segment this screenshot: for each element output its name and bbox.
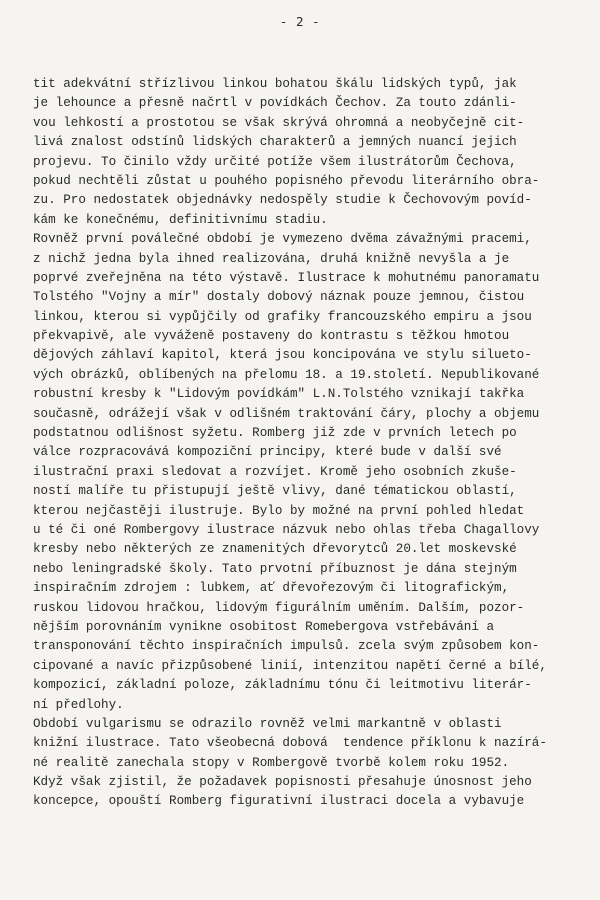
text-line: projevu. To činilo vždy určité potíže všem ilustrátorům Čechova,	[33, 154, 517, 169]
text-line: současně, odrážejí však v odlišném traktování čáry, plochy a objemu	[33, 406, 540, 421]
text-line: Období vulgarismu se odrazilo rovněž velmi markantně v oblasti	[33, 716, 502, 731]
text-line: koncepce, opouští Romberg figurativní ilustraci docela a vybavuje	[33, 794, 525, 809]
text-line: robustní kresby k "Lidovým povídkám" L.N.Tolstého vznikají takřka	[33, 387, 525, 402]
text-line: kterou nejčastěji ilustruje. Bylo by možné na první pohled hledat	[33, 503, 525, 518]
body-text	[33, 75, 588, 812]
text-line: podstatnou odlišnost syžetu. Romberg již zde v prvních letech po	[33, 426, 517, 441]
text-line: překvapivě, ale vyváženě postaveny do kontrastu s těžkou hmotou	[33, 329, 510, 344]
text-line: knižní ilustrace. Tato všeobecná dobová tendence příklonu k nazírá-	[33, 736, 547, 751]
text-line: je lehounce a přesně načrtl v povídkách Čechov. Za touto zdánli-	[33, 96, 517, 111]
text-line: ilustrační praxi sledovat a rozvíjet. Kromě jeho osobních zkuše-	[33, 464, 517, 479]
text-line: kresby nebo některých ze znamenitých dřevorytců 20.let moskevské	[33, 542, 517, 557]
text-line: kám ke konečnému, definitivnímu stadiu.	[33, 212, 328, 227]
text-line: nějším porovnáním vynikne osobitost Romebergova vstřebávání a	[33, 619, 495, 634]
text-line: u té či oné Rombergovy ilustrace názvuk nebo ohlas třeba Chagallovy	[33, 522, 540, 537]
text-line: Když však zjistil, že požadavek popisnosti přesahuje únosnost jeho	[33, 775, 532, 790]
text-line: cipované a navíc přizpůsobené linií, intenzitou napětí černé a bílé,	[33, 658, 547, 673]
text-line: nebo leningradské školy. Tato prvotní příbuznost je dána stejným	[33, 561, 517, 576]
text-line: ruskou lidovou hračkou, lidovým figurálním uměním. Dalším, pozor-	[33, 600, 525, 615]
text-line: dějových záhlaví kapitol, která jsou koncipována ve stylu silueto-	[33, 348, 532, 363]
text-line: transponování těchto inspiračních impulsů. zcela svým způsobem kon-	[33, 639, 540, 654]
text-line: Tolstého "Vojny a mír" dostaly dobový náznak pouze jemnou, čistou	[33, 290, 525, 305]
text-line: ností malíře tu přistupují ještě vlivy, dané tématickou oblastí,	[33, 484, 517, 499]
text-line: livá znalost odstínů lidských charakterů a jemných nuancí jejich	[33, 135, 517, 150]
text-line: linkou, kterou si vypůjčily od grafiky francouzského empiru a jsou	[33, 309, 532, 324]
text-line: poprvé zveřejněna na této výstavě. Ilustrace k mohutnému panoramatu	[33, 270, 540, 285]
text-line: ní předlohy.	[33, 697, 124, 712]
text-line: zu. Pro nedostatek objednávky nedospěly studie k Čechovovým povíd-	[33, 193, 532, 208]
text-line: pokud nechtěli zůstat u pouhého popisného převodu literárního obra-	[33, 173, 540, 188]
text-line: Rovněž první poválečné období je vymezeno dvěma závažnými pracemi,	[33, 232, 532, 247]
text-line: vých obrázků, oblíbených na přelomu 18. a 19.století. Nepublikované	[33, 367, 540, 382]
text-line: z nichž jedna byla ihned realizována, druhá knižně nevyšla a je	[33, 251, 510, 266]
text-line: inspiračním zdrojem : lubkem, ať dřevořezovým či litografickým,	[33, 581, 510, 596]
text-line: válce rozpracovává kompoziční principy, které bude v další své	[33, 445, 502, 460]
text-line: tit adekvátní střízlivou linkou bohatou škálu lidských typů, jak	[33, 77, 517, 91]
text-line: kompozicí, základní poloze, základnímu tónu či leitmotivu literár-	[33, 678, 532, 693]
text-line: vou lehkostí a prostotou se však skrývá ohromná a neobyčejně cit-	[33, 115, 525, 130]
text-line: né realitě zanechala stopy v Rombergově tvorbě kolem roku 1952.	[33, 755, 510, 770]
page-number: - 2 -	[279, 14, 321, 29]
